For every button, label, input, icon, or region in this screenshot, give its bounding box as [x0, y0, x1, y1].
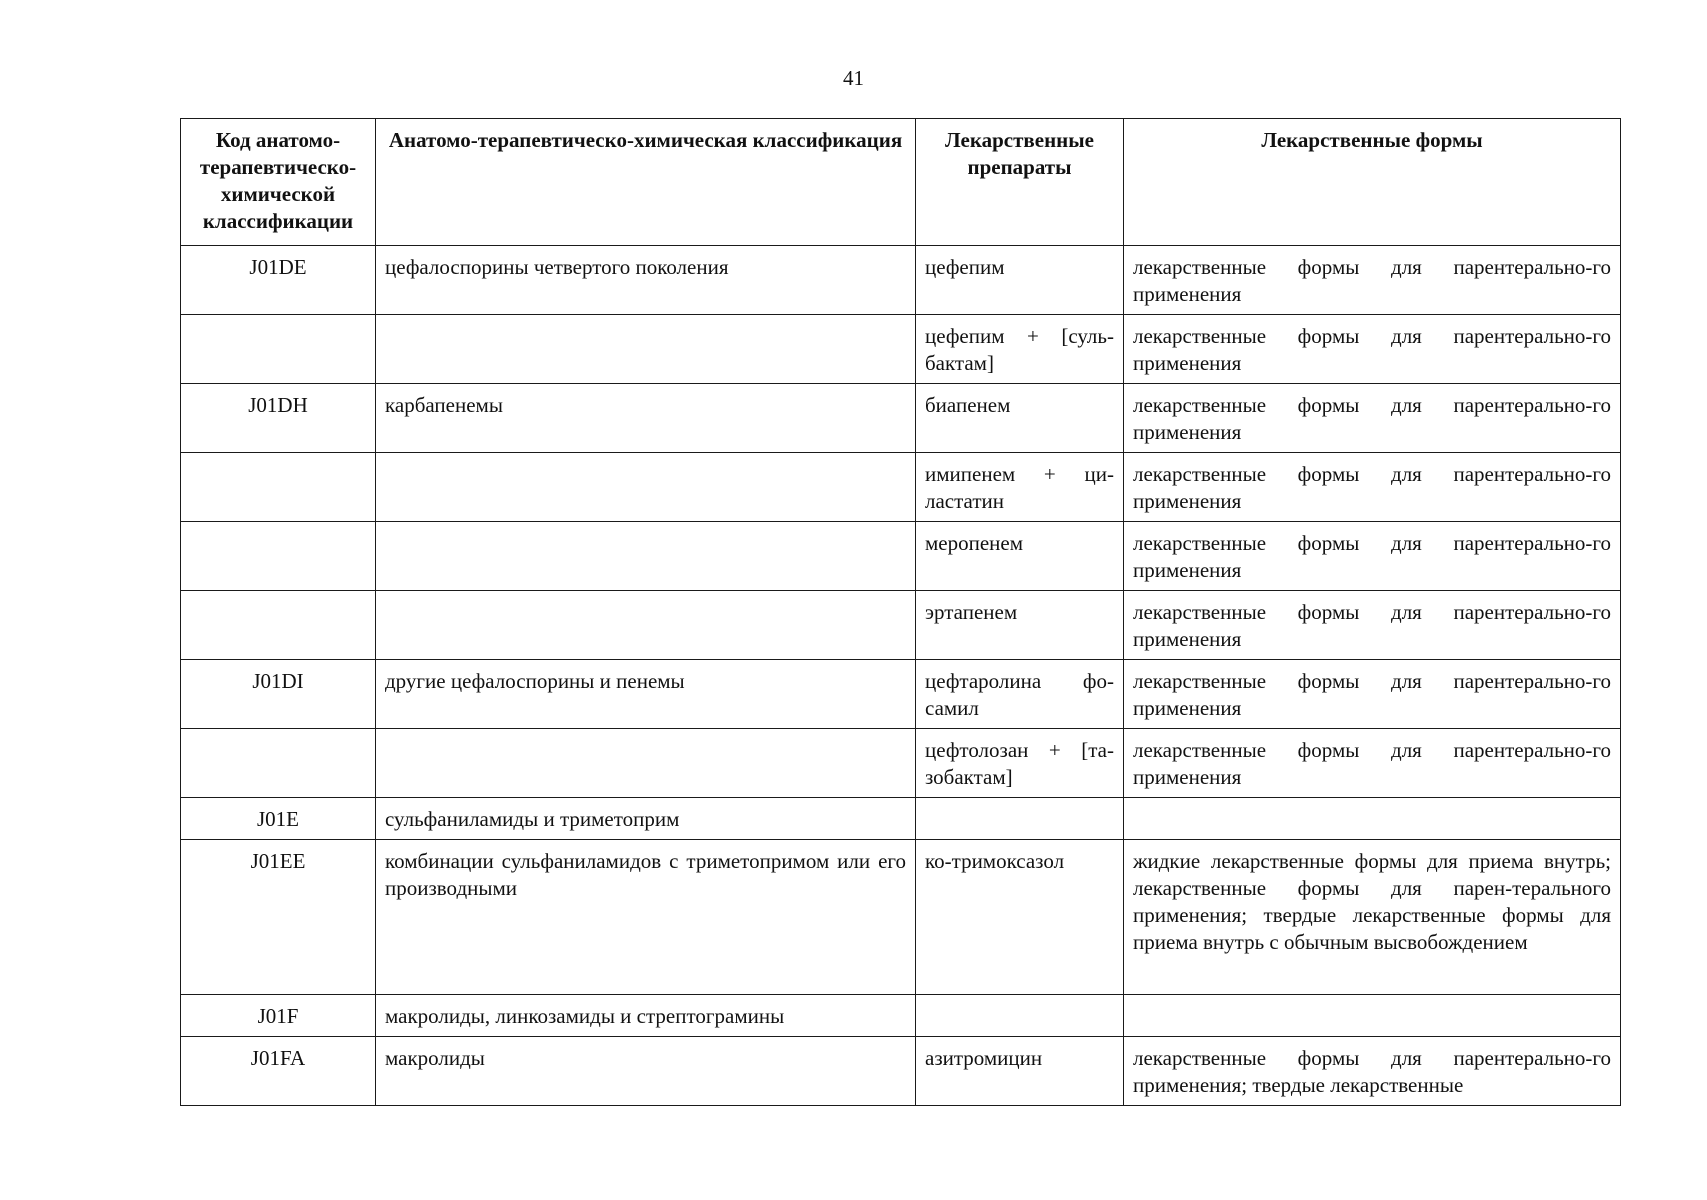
cell-drug: цефепим + [суль-бактам]	[916, 315, 1124, 384]
cell-form: лекарственные формы для парентерально-го применения	[1124, 384, 1621, 453]
cell-classification: макролиды	[376, 1037, 916, 1106]
table-header-row	[181, 119, 1621, 246]
cell-drug: цефтолозан + [та-зобактам]	[916, 729, 1124, 798]
cell-drug: эртапенем	[916, 591, 1124, 660]
cell-classification: цефалоспорины четвертого поколения	[376, 246, 916, 315]
cell-code	[181, 453, 376, 522]
table-row	[181, 246, 1621, 315]
table-row	[181, 660, 1621, 729]
table-row	[181, 315, 1621, 384]
cell-classification	[376, 591, 916, 660]
cell-classification	[376, 453, 916, 522]
header-atc-classification: Анатомо-терапевтическо-химическая классификация	[376, 119, 916, 246]
cell-form: лекарственные формы для парентерально-го применения; твердые лекарственные	[1124, 1037, 1621, 1106]
cell-code: J01DE	[181, 246, 376, 315]
table-row	[181, 591, 1621, 660]
table-row	[181, 798, 1621, 840]
cell-drug	[916, 798, 1124, 840]
cell-classification: макролиды, линкозамиды и стрептограмины	[376, 995, 916, 1037]
cell-drug	[916, 995, 1124, 1037]
table-row	[181, 522, 1621, 591]
cell-drug: меропенем	[916, 522, 1124, 591]
page-number: 41	[843, 66, 864, 90]
cell-form: лекарственные формы для парентерально-го применения	[1124, 453, 1621, 522]
cell-form: лекарственные формы для парентерально-го применения	[1124, 315, 1621, 384]
cell-classification: сульфаниламиды и триметоприм	[376, 798, 916, 840]
cell-code	[181, 591, 376, 660]
cell-code	[181, 522, 376, 591]
cell-form: лекарственные формы для парентерально-го применения	[1124, 729, 1621, 798]
cell-code: J01E	[181, 798, 376, 840]
cell-code: J01DI	[181, 660, 376, 729]
cell-classification	[376, 315, 916, 384]
cell-classification	[376, 729, 916, 798]
cell-form	[1124, 798, 1621, 840]
header-dosage-forms: Лекарственные формы	[1124, 119, 1621, 246]
table-row	[181, 384, 1621, 453]
cell-classification	[376, 522, 916, 591]
header-atc-code: Код анатомо-терапевтическо-химической классификации	[181, 119, 376, 246]
cell-code	[181, 729, 376, 798]
cell-form: лекарственные формы для парентерально-го применения	[1124, 591, 1621, 660]
table-row	[181, 1037, 1621, 1106]
cell-drug: имипенем + ци-ластатин	[916, 453, 1124, 522]
cell-classification: другие цефалоспорины и пенемы	[376, 660, 916, 729]
cell-code: J01F	[181, 995, 376, 1037]
cell-form: лекарственные формы для парентерально-го применения	[1124, 522, 1621, 591]
cell-code	[181, 315, 376, 384]
cell-drug: азитромицин	[916, 1037, 1124, 1106]
cell-classification: карбапенемы	[376, 384, 916, 453]
table-row	[181, 995, 1621, 1037]
atc-drug-table	[180, 118, 1621, 1106]
cell-code: J01FA	[181, 1037, 376, 1106]
table-row	[181, 840, 1621, 995]
cell-drug: ко-тримоксазол	[916, 840, 1124, 995]
cell-classification: комбинации сульфаниламидов с триметопримом или его производными	[376, 840, 916, 995]
table-row	[181, 453, 1621, 522]
header-drugs: Лекарственные препараты	[916, 119, 1124, 246]
cell-form: лекарственные формы для парентерально-го применения	[1124, 246, 1621, 315]
cell-code: J01DH	[181, 384, 376, 453]
table-row	[181, 729, 1621, 798]
cell-drug: цефепим	[916, 246, 1124, 315]
cell-form: лекарственные формы для парентерально-го применения	[1124, 660, 1621, 729]
cell-code: J01EE	[181, 840, 376, 995]
cell-form	[1124, 995, 1621, 1037]
cell-form: жидкие лекарственные формы для приема внутрь; лекарственные формы для парен-терального применения; твердые лекарственные формы для приема внутрь с обычным высвобождением	[1124, 840, 1621, 995]
cell-drug: цефтаролина фо-самил	[916, 660, 1124, 729]
cell-drug: биапенем	[916, 384, 1124, 453]
